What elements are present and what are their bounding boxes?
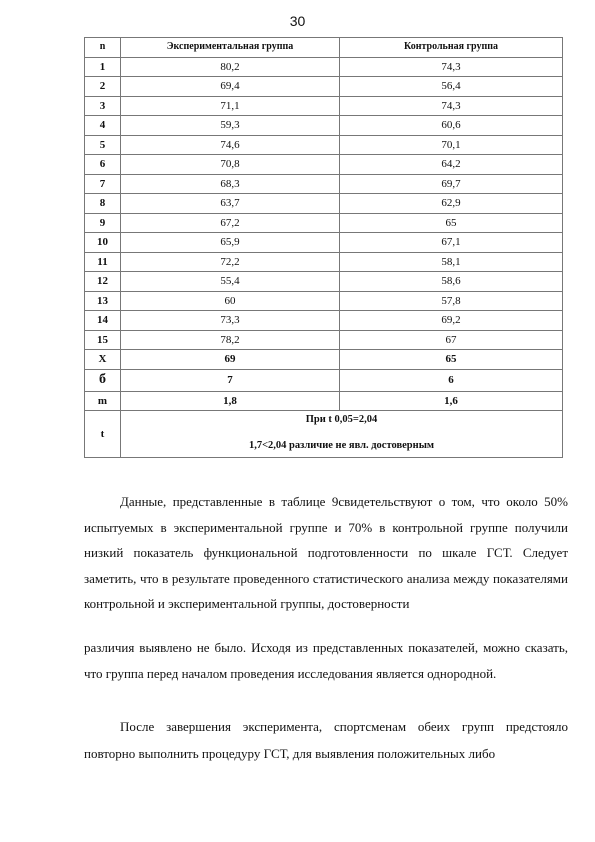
table-row xyxy=(85,291,563,311)
row-number: 2 xyxy=(85,77,121,97)
table-row xyxy=(85,96,563,116)
control-value: 58,6 xyxy=(340,272,563,292)
table-row xyxy=(85,272,563,292)
experimental-value: 78,2 xyxy=(121,330,340,350)
mean-experimental: 69 xyxy=(121,350,340,370)
experimental-value: 80,2 xyxy=(121,57,340,77)
experimental-value: 69,4 xyxy=(121,77,340,97)
mean-control: 65 xyxy=(340,350,563,370)
row-number: 13 xyxy=(85,291,121,311)
t-label: t xyxy=(85,411,121,458)
table-row xyxy=(85,174,563,194)
header-experimental: Экспериментальная группа xyxy=(121,38,340,58)
table-row xyxy=(85,77,563,97)
control-value: 60,6 xyxy=(340,116,563,136)
row-number: 8 xyxy=(85,194,121,214)
experimental-value: 72,2 xyxy=(121,252,340,272)
table-row xyxy=(85,233,563,253)
sigma-experimental: 7 xyxy=(121,369,340,391)
table-row xyxy=(85,213,563,233)
control-value: 65 xyxy=(340,213,563,233)
experimental-value: 55,4 xyxy=(121,272,340,292)
page-number: 30 xyxy=(289,13,306,29)
table-row xyxy=(85,57,563,77)
sigma-label: б xyxy=(85,369,121,391)
table-row xyxy=(85,311,563,331)
row-number: 7 xyxy=(85,174,121,194)
table-row xyxy=(85,135,563,155)
sigma-row xyxy=(85,369,563,391)
table-row xyxy=(85,116,563,136)
experimental-value: 74,6 xyxy=(121,135,340,155)
control-value: 69,2 xyxy=(340,311,563,331)
t-row xyxy=(85,411,563,458)
experimental-value: 63,7 xyxy=(121,194,340,214)
row-number: 15 xyxy=(85,330,121,350)
row-number: 11 xyxy=(85,252,121,272)
experimental-value: 60 xyxy=(121,291,340,311)
m-experimental: 1,8 xyxy=(121,391,340,411)
experimental-value: 73,3 xyxy=(121,311,340,331)
results-table xyxy=(84,37,563,458)
row-number: 14 xyxy=(85,311,121,331)
control-value: 70,1 xyxy=(340,135,563,155)
experimental-value: 67,2 xyxy=(121,213,340,233)
t-note xyxy=(121,411,563,458)
row-number: 5 xyxy=(85,135,121,155)
row-number: 4 xyxy=(85,116,121,136)
paragraph-3: После завершения эксперимента, спортсменам обеих групп предстояло повторно выполнить процедуру ГСТ, для выявления положительных либо xyxy=(84,719,568,761)
row-number: 10 xyxy=(85,233,121,253)
m-control: 1,6 xyxy=(340,391,563,411)
experimental-value: 70,8 xyxy=(121,155,340,175)
m-label: m xyxy=(85,391,121,411)
control-value: 64,2 xyxy=(340,155,563,175)
control-value: 69,7 xyxy=(340,174,563,194)
paragraph-1: Данные, представленные в таблице 9свидетельствуют о том, что около 50% испытуемых в экспериментальной группе и 70% в контрольной группе получили низкий показатель функциональной подготовленности по шкале ГСТ. Следует заметить, что в результате проведенного статистического анализа между показателями контрольной и экспериментальной группы, достоверности xyxy=(84,494,568,611)
control-value: 57,8 xyxy=(340,291,563,311)
control-value: 58,1 xyxy=(340,252,563,272)
paragraph-2: различия выявлено не было. Исходя из представленных показателей, можно сказать, что группа перед началом проведения исследования является однородной. xyxy=(84,640,568,681)
table-row xyxy=(85,252,563,272)
sigma-control: 6 xyxy=(340,369,563,391)
experimental-value: 71,1 xyxy=(121,96,340,116)
control-value: 67 xyxy=(340,330,563,350)
experimental-value: 59,3 xyxy=(121,116,340,136)
control-value: 62,9 xyxy=(340,194,563,214)
control-value: 56,4 xyxy=(340,77,563,97)
experimental-value: 68,3 xyxy=(121,174,340,194)
mean-row xyxy=(85,350,563,370)
m-row xyxy=(85,391,563,411)
control-value: 74,3 xyxy=(340,96,563,116)
header-control: Контрольная группа xyxy=(340,38,563,58)
row-number: 1 xyxy=(85,57,121,77)
header-n: n xyxy=(85,38,121,58)
row-number: 9 xyxy=(85,213,121,233)
row-number: 12 xyxy=(85,272,121,292)
control-value: 67,1 xyxy=(340,233,563,253)
mean-label: X xyxy=(85,350,121,370)
control-value: 74,3 xyxy=(340,57,563,77)
t-critical-value: При t 0,05=2,04 xyxy=(305,414,378,425)
table-header-row xyxy=(85,38,563,58)
row-number: 3 xyxy=(85,96,121,116)
table-row xyxy=(85,330,563,350)
table-row xyxy=(85,155,563,175)
t-conclusion: 1,7<2,04 различие не явл. достоверным xyxy=(248,440,435,451)
row-number: 6 xyxy=(85,155,121,175)
table-row xyxy=(85,194,563,214)
experimental-value: 65,9 xyxy=(121,233,340,253)
